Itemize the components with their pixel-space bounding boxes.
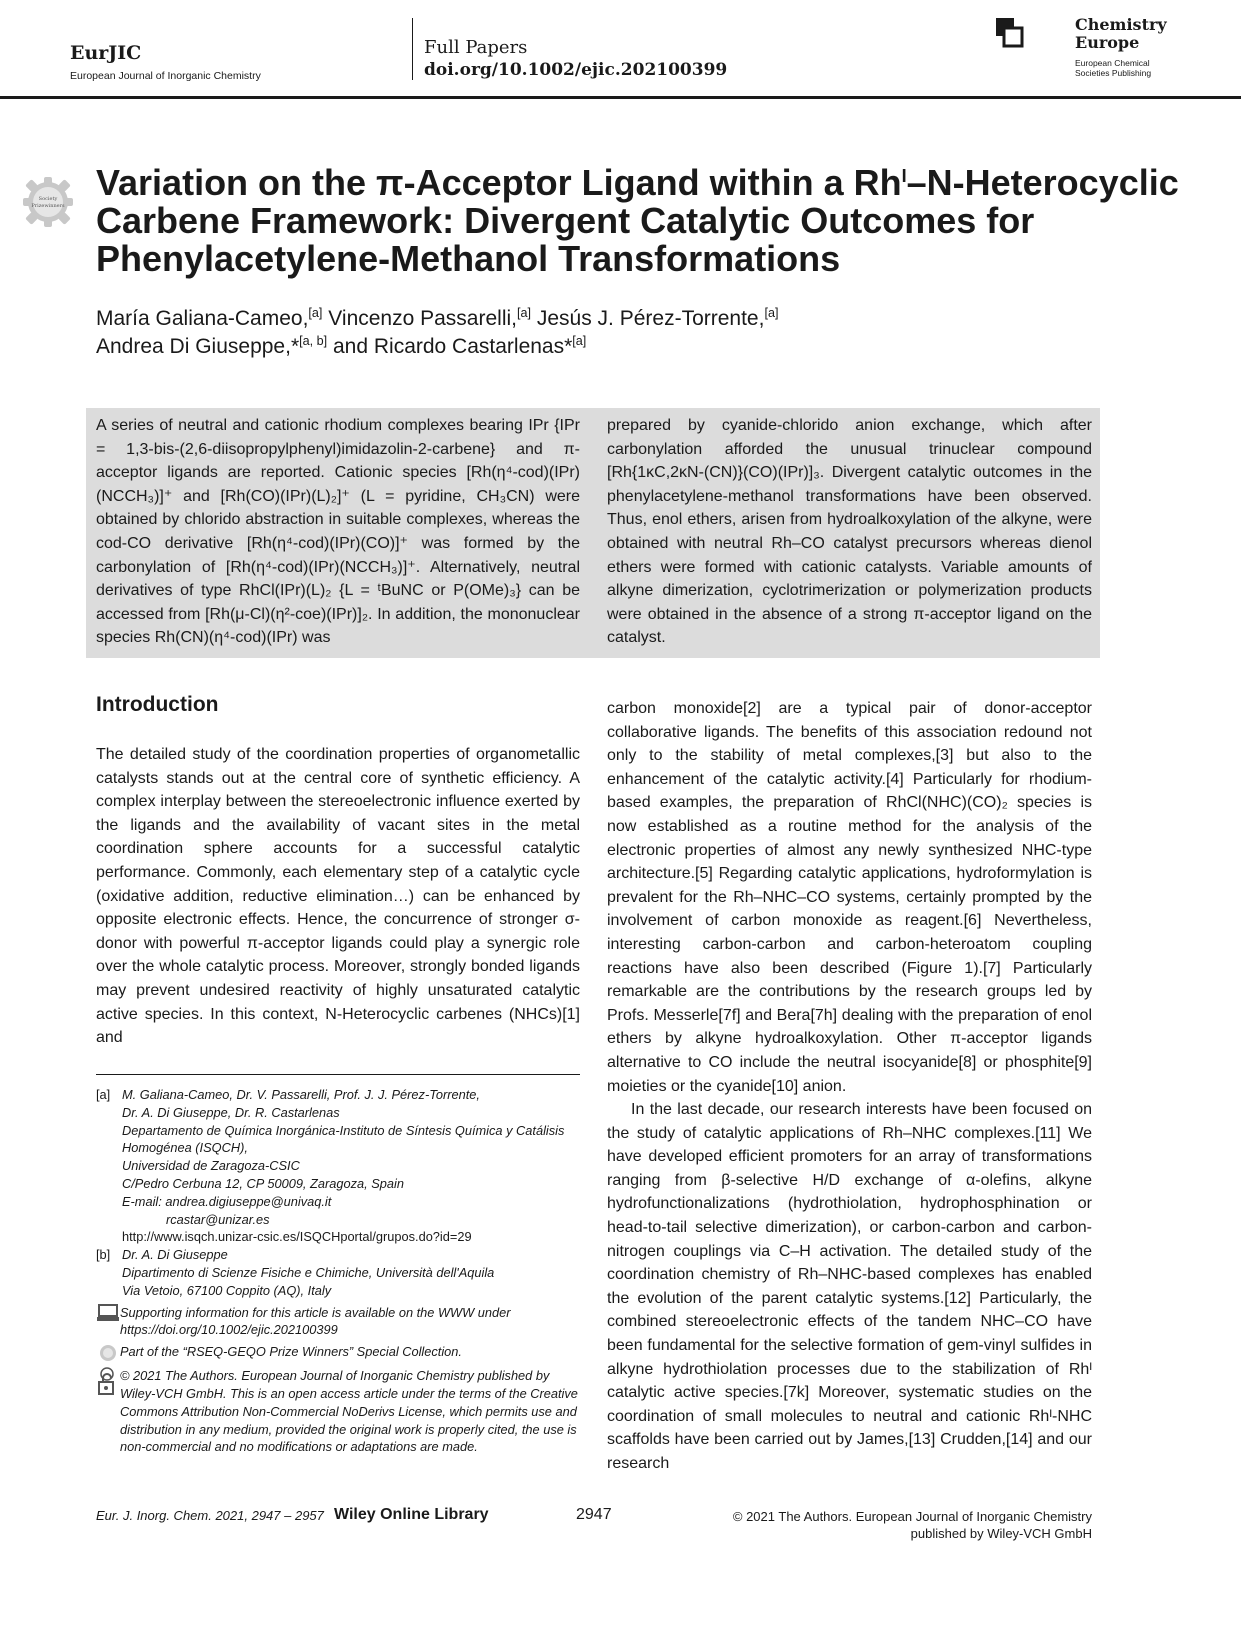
footnote-label: [a] <box>96 1087 111 1102</box>
affiliation-footnotes <box>96 1086 580 1456</box>
affiliation-department: Dipartimento di Scienze Fisiche e Chimiche, Università dell'Aquila <box>122 1264 495 1280</box>
title-part1: Variation on the π-Acceptor Ligand within a Rh <box>96 162 902 203</box>
footer-copyright-line: published by Wiley-VCH GmbH <box>910 1526 1092 1541</box>
author-affiliation: [a] <box>764 306 779 320</box>
affiliation-email[interactable]: rcastar@unizar.es <box>166 1211 270 1227</box>
footer-citation: Eur. J. Inorg. Chem. 2021, 2947 – 2957 <box>96 1508 324 1523</box>
author-name: Andrea Di Giuseppe,* <box>96 335 300 358</box>
open-access-license-icon <box>96 1367 120 1397</box>
logo-text-line4: Societies Publishing <box>1075 68 1152 78</box>
author-affiliation: [a] <box>308 306 323 320</box>
affiliation-address: C/Pedro Cerbuna 12, CP 50009, Zaragoza, Spain <box>122 1175 404 1191</box>
abstract-right-column: prepared by cyanide-chlorido anion exchange, which after carbonylation afforded the unusual trinuclear compound [Rh{1κC,2κN-(CN)}(CO)(IPr)]₃. Divergent catalytic outcomes in the phenylacetylene-methanol transformations have been observed. Thus, enol ethers, arisen from hydroalkoxylation of the alkyne, were obtained with neutral Rh–CO catalyst precursors whereas dienol ethers were formed with cationic catalysts. Variable amounts of alkyne dimerization, cyclotrimerization or polymerization products were obtained in the absence of a strong π-acceptor ligand on the catalyst. <box>607 417 1092 647</box>
affiliation-university: Universidad de Zaragoza-CSIC <box>122 1158 300 1174</box>
author-affiliation: [a] <box>517 306 532 320</box>
author-affiliation: [a] <box>572 334 587 348</box>
affiliation-names: Dr. A. Di Giuseppe, Dr. R. Castarlenas <box>122 1104 340 1120</box>
license-note: © 2021 The Authors. European Journal of Inorganic Chemistry published by Wiley-VCH GmbH. This is an open access article under the terms of the Creative Commons Attribution Non-Commercial NoDerivs License, which permits use and distribution in any medium, provided the original work is properly cited, the use is non-commercial and no modifications or adaptations are made. <box>120 1368 578 1455</box>
author-name: Vincenzo Passarelli, <box>328 307 517 330</box>
author-name: María Galiana-Cameo, <box>96 307 309 330</box>
affiliation-department: Departamento de Química Inorgánica-Instituto de Síntesis Química y Catálisis Homogénea (ISQCH), <box>122 1122 565 1156</box>
footnote-rule <box>96 1074 580 1075</box>
journal-abbreviation: EurJIC <box>70 42 142 64</box>
intro-left-paragraph: The detailed study of the coordination properties of organometallic catalysts stands out at the central core of synthetic efficiency. A complex interplay between the stereoelectronic influence exerted by the ligands and the availability of vacant sites in the metal coordination sphere accounts for a successful catalytic performance. Commonly, each elementary step of a catalytic cycle (oxidative addition, reductive elimination…) can be enhanced by opposite electronic effects. Hence, the concurrence of stronger σ-donor with powerful π-acceptor ligands could play a synergic role over the whole catalytic process. Moreover, strongly bonded ligands may prevent undesired reactivity of highly unsaturated catalytic active species. In this context, N-Heterocyclic carbenes (NHCs)[1] and <box>96 746 580 1047</box>
affiliation-names: M. Galiana-Cameo, Dr. V. Passarelli, Prof. J. J. Pérez-Torrente, <box>122 1087 480 1102</box>
logo-text-line2: Europe <box>1075 33 1140 52</box>
logo-text-line3: European Chemical <box>1075 58 1150 68</box>
author-list <box>96 305 1096 361</box>
supporting-information-note: Supporting information for this article is available on the WWW under https://doi.org/10.1002/ejic.202100399 <box>120 1304 511 1338</box>
journal-full-name: European Journal of Inorganic Chemistry <box>70 70 261 82</box>
footer-copyright <box>700 1508 1092 1542</box>
page-number: 2947 <box>576 1506 612 1523</box>
affiliation-address: Via Vetoio, 67100 Coppito (AQ), Italy <box>122 1282 332 1298</box>
header-rule <box>0 96 1241 99</box>
chemistry-europe-logo-icon <box>996 18 1024 48</box>
intro-right-paragraph: In the last decade, our research interests have been focused on the study of catalytic applications of Rh–NHC complexes.[11] We have developed efficient promoters for an array of transformations ranging from β-selective H/D exchange of α-olefins, alkyne hydrofunctionalizations (hydrothiolation, hydrophosphination or head-to-tail selective dimerization), or carbon-carbon and carbon-nitrogen couplings via C–H activation. The detailed study of the coordination chemistry of Rh–NHC-based complexes has enabled the evolution of the parent catalytic systems.[12] Particularly, the combined stereoelectronic effects of the tandem NHC–CO have been fundamental for the selective formation of gem-vinyl sulfides in alkyne hydrothiolation processes due to the stabilization of Rhᴵ catalytic active species.[7k] Moreover, systematic studies on the coordination of small molecules to neutral and cationic Rhᴵ-NHC scaffolds have been carried out by James,[13] Crudden,[14] and our research <box>607 1101 1092 1472</box>
badge-line1: Society <box>38 196 58 202</box>
badge-line2: Prizewinners <box>31 203 65 209</box>
header-divider <box>412 18 413 80</box>
affiliation-email[interactable]: E-mail: andrea.digiuseppe@univaq.it <box>122 1193 332 1209</box>
wiley-online-library-link[interactable]: Wiley Online Library <box>334 1506 489 1523</box>
author-name: Jesús J. Pérez-Torrente, <box>536 307 765 330</box>
title-sup: I <box>901 166 907 186</box>
abstract-left-column: A series of neutral and cationic rhodium complexes bearing IPr {IPr = 1,3-bis-(2,6-diisopropylphenyl)imidazolin-2-carbene} and π-acceptor ligands are reported. Cationic species [Rh(η⁴-cod)(IPr)(NCCH₃)]⁺ and [Rh(CO)(IPr)(L)₂]⁺ (L = pyridine, CH₃CN) were obtained by chlorido abstraction in suitable complexes, whereas the cod-CO derivative [Rh(η⁴-cod)(IPr)(CO)]⁺ was formed by the carbonylation of [Rh(η⁴-cod)(IPr)(NCCH₃)]⁺. Alternatively, neutral derivatives of type RhCl(IPr)(L)₂ {L = ᵗBuNC or P(OMe)₃} can be accessed from [Rh(μ-Cl)(η²-coe)(IPr)]₂. In addition, the mononuclear species Rh(CN)(η⁴-cod)(IPr) was <box>96 417 580 647</box>
doi-link[interactable]: doi.org/10.1002/ejic.202100399 <box>424 60 728 80</box>
affiliation-names: Dr. A. Di Giuseppe <box>122 1247 228 1263</box>
author-affiliation: [a, b] <box>299 334 328 348</box>
affiliation-url[interactable]: http://www.isqch.unizar-csic.es/ISQCHportal/grupos.do?id=29 <box>122 1229 472 1245</box>
society-prizewinners-badge-icon <box>22 176 74 228</box>
title-part2: –N-Heterocyclic Carbene Framework: Divergent Catalytic Outcomes for Phenylacetylene-Methanol Transformations <box>96 162 1179 279</box>
section-heading: Introduction <box>96 693 219 716</box>
special-collection-note: Part of the “RSEQ-GEQO Prize Winners” Special Collection. <box>120 1344 462 1360</box>
intro-right-paragraph: carbon monoxide[2] are a typical pair of donor-acceptor collaborative ligands. The benefits of this association redound not only to the stability of metal complexes,[3] but also to the enhancement of the catalytic activity.[4] Particularly for rhodium-based examples, the preparation of RhCl(NHC)(CO)₂ species is now established as a routine method for the analysis of the electronic properties of almost any newly synthesized NHC-type architecture.[5] Regarding catalytic applications, hydroformylation is prevalent for the Rh–NHC–CO systems, certainly prompted by the involvement of carbon monoxide as reagent.[6] Nevertheless, interesting carbon-carbon and carbon-heteroatom coupling reactions have also been described (Figure 1).[7] Particularly remarkable are the contributions by the research groups led by Profs. Messerle[7f] and Bera[7h] dealing with the preparation of enol ethers by alkyne hydroalkoxylation. Other π-acceptor ligands alternative to CO include the neutral isocyanide[8] or phosphite[9] moieties or the cyanide[10] anion. <box>607 700 1092 1095</box>
author-name: and Ricardo Castarlenas* <box>332 335 573 358</box>
logo-text-line1: Chemistry <box>1075 15 1167 34</box>
footnote-label: [b] <box>96 1247 111 1263</box>
footer-copyright-line: © 2021 The Authors. European Journal of Inorganic Chemistry <box>732 1509 1092 1524</box>
special-collection-badge-icon <box>96 1343 120 1363</box>
computer-icon <box>96 1304 120 1322</box>
article-type: Full Papers <box>424 37 528 58</box>
article-title <box>96 164 1206 278</box>
intro-right-column <box>607 697 1092 1476</box>
